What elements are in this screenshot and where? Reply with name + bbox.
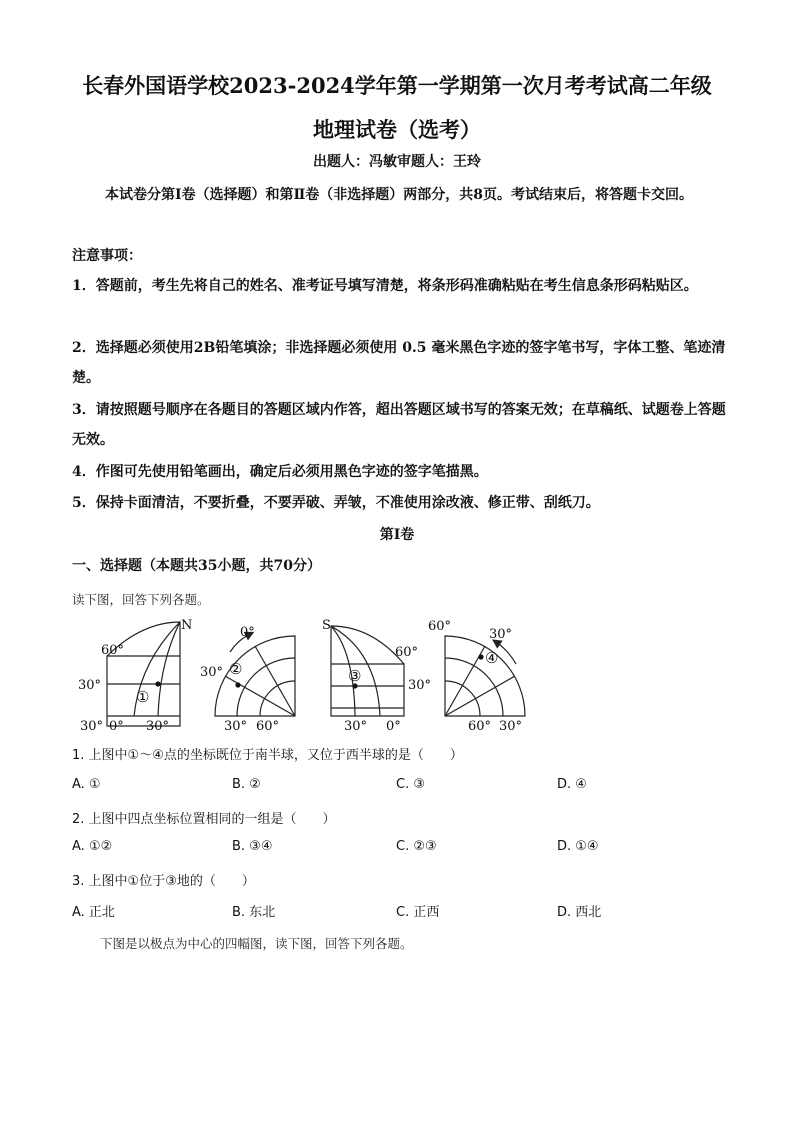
map2-point-label: ② bbox=[229, 660, 243, 678]
map4-point-label: ④ bbox=[485, 649, 499, 667]
map4-grid bbox=[445, 636, 525, 716]
map3-lon-right: 0° bbox=[386, 719, 401, 734]
exam-title-line2: 地理试卷（选考） bbox=[313, 117, 481, 142]
map4-lon-bottom-right: 30° bbox=[499, 719, 523, 734]
question-option: C. 正西 bbox=[396, 905, 440, 920]
next-read-prompt: 下图是以极点为中心的四幅图，读下图，回答下列各题。 bbox=[100, 936, 413, 951]
map1-lat-top: 60° bbox=[101, 643, 125, 658]
volume-heading: 第Ⅰ卷 bbox=[379, 527, 415, 543]
map3-pole: S bbox=[322, 618, 331, 633]
map1-lon-mid: 0° bbox=[109, 719, 124, 734]
note-item: 5．保持卡面清洁，不要折叠，不要弄破、弄皱，不准使用涂改液、修正带、刮纸刀。 bbox=[72, 495, 600, 511]
map1-point-label: ① bbox=[136, 688, 150, 706]
map4-lon-bottom-left: 60° bbox=[468, 719, 492, 734]
note-item: 3．请按照题号顺序在各题目的答题区域内作答，超出答题区域书写的答案无效；在草稿纸、试题卷上答题无效。 bbox=[72, 402, 726, 448]
map2-grid bbox=[215, 634, 295, 716]
question-option: A. ① bbox=[72, 777, 101, 792]
question-option: B. ② bbox=[232, 777, 261, 792]
question-option: B. ③④ bbox=[232, 839, 273, 854]
note-item: 4．作图可先使用铅笔画出，确定后必须用黑色字迹的签字笔描黑。 bbox=[72, 464, 488, 480]
question-stem: 2. 上图中四点坐标位置相同的一组是（ ） bbox=[72, 812, 336, 827]
exam-authors: 出题人：冯敏审题人：王玲 bbox=[313, 154, 481, 170]
map2-lon-bottom-left: 30° bbox=[224, 719, 248, 734]
notes-heading: 注意事项： bbox=[72, 248, 142, 264]
question-stem: 1. 上图中①～④点的坐标既位于南半球，又位于西半球的是（ ） bbox=[72, 748, 463, 763]
map2-point-dot bbox=[235, 682, 240, 687]
map1-grid bbox=[107, 622, 180, 726]
question-option: B. 东北 bbox=[232, 905, 276, 920]
exam-title-line1: 长春外国语学校2023-2024学年第一学期第一次月考考试高二年级 bbox=[82, 73, 712, 98]
map4-lat-top: 60° bbox=[428, 619, 452, 634]
map3-lat-top: 60° bbox=[395, 645, 419, 660]
map3-lon-left: 30° bbox=[344, 719, 368, 734]
question-option: D. ①④ bbox=[557, 839, 599, 854]
map2-lat-left: 30° bbox=[200, 665, 224, 680]
question-option: D. ④ bbox=[557, 777, 587, 792]
question-stem: 3. 上图中①位于③地的（ ） bbox=[72, 874, 255, 889]
map4-lon-top: 30° bbox=[489, 627, 513, 642]
part-heading: 一、选择题（本题共35小题，共70分） bbox=[72, 558, 321, 574]
map1-point-dot bbox=[155, 681, 160, 686]
question-option: C. ③ bbox=[396, 777, 425, 792]
map1-pole: N bbox=[181, 618, 193, 633]
question-option: A. 正北 bbox=[72, 905, 115, 920]
map1-lon-left: 30° bbox=[80, 719, 104, 734]
map4-point-dot bbox=[478, 654, 483, 659]
note-item: 2．选择题必须使用2B铅笔填涂；非选择题必须使用 0.5 毫米黑色字迹的签字笔书写，字体工整、笔迹清楚。 bbox=[72, 340, 726, 386]
question-option: C. ②③ bbox=[396, 839, 437, 854]
map3-lat-mid: 30° bbox=[408, 678, 432, 693]
latlon-grid-figure bbox=[72, 612, 532, 736]
map3-point-label: ③ bbox=[348, 667, 362, 685]
question-option: A. ①② bbox=[72, 839, 113, 854]
map2-lon-bottom-right: 60° bbox=[256, 719, 280, 734]
exam-intro: 本试卷分第Ⅰ卷（选择题）和第Ⅱ卷（非选择题）两部分，共8页。考试结束后，将答题卡交回。 bbox=[104, 187, 694, 203]
map1-lon-right: 30° bbox=[146, 719, 170, 734]
map2-lon-top: 0° bbox=[240, 625, 255, 640]
map3-grid bbox=[331, 626, 404, 716]
note-item: 1．答题前，考生先将自己的姓名、准考证号填写清楚，将条形码准确粘贴在考生信息条形码粘贴区。 bbox=[72, 278, 698, 294]
read-prompt: 读下图，回答下列各题。 bbox=[72, 592, 210, 607]
map1-lat-mid: 30° bbox=[78, 678, 102, 693]
question-option: D. 西北 bbox=[557, 905, 602, 920]
